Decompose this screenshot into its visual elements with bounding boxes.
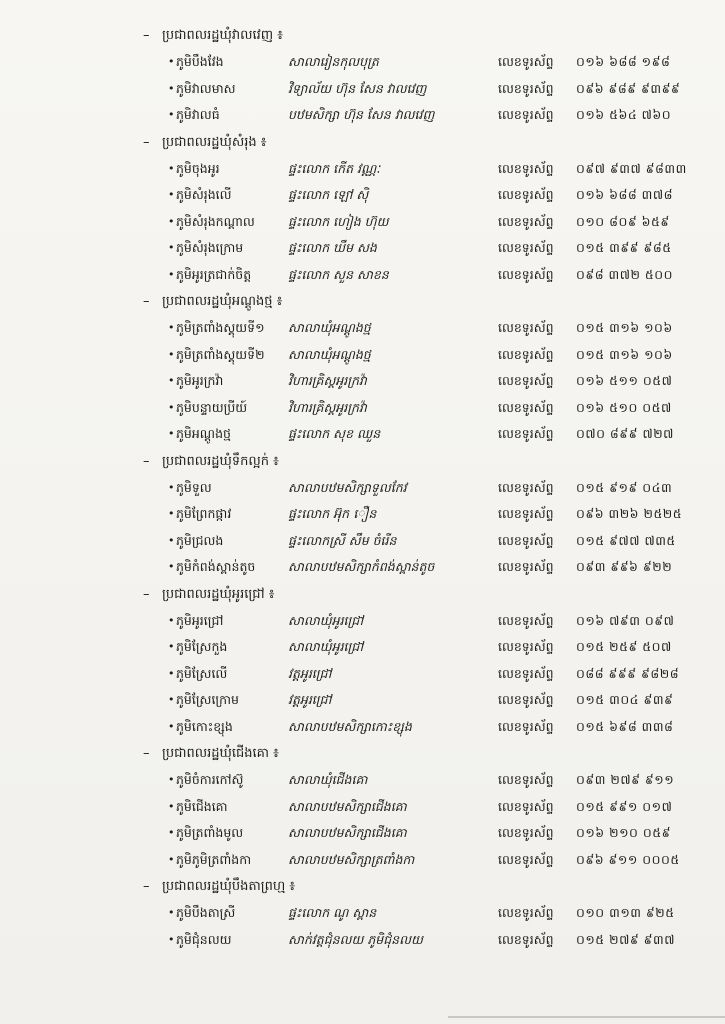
commune-section bbox=[0, 448, 725, 581]
phone-label: លេខទូរស័ព្ទ bbox=[498, 160, 554, 176]
village-row bbox=[0, 634, 725, 661]
shelter-location: ផ្ទះលោក សួន សាខន bbox=[288, 266, 389, 282]
phone-label: លេខទូរស័ព្ទ bbox=[498, 798, 554, 814]
bullet-dot: • bbox=[168, 347, 175, 361]
phone-label: លេខទូរស័ព្ទ bbox=[498, 399, 554, 415]
village-name: ភូមិចុងអូរ bbox=[176, 160, 220, 176]
phone-label: លេខទូរស័ព្ទ bbox=[498, 213, 554, 229]
shelter-location: វិហារគ្រិស្តអូរក្រវ៉ា bbox=[288, 399, 367, 415]
phone-label: លេខទូរស័ព្ទ bbox=[498, 320, 554, 335]
village-row bbox=[0, 156, 725, 183]
village-name: ភូមិត្រពាំងស្គុយទី១ bbox=[176, 320, 265, 335]
village-row bbox=[0, 554, 725, 581]
village-name: ភូមិស្រែក្រោម bbox=[176, 692, 239, 707]
phone-number: ០៩៨ ៣៧២ ៥០០ bbox=[576, 266, 673, 282]
shelter-location: វត្តអូរជ្រៅ bbox=[288, 692, 332, 707]
commune-section bbox=[0, 129, 725, 289]
village-row bbox=[0, 421, 725, 448]
shelter-location: សាលាបឋមសិក្សាទួលកែវ bbox=[288, 479, 407, 495]
shelter-location: សាលាឃុំជើងគោ bbox=[288, 772, 368, 787]
village-name: ភូមិស្រែលើ bbox=[176, 665, 228, 681]
phone-label: លេខទូរស័ព្ទ bbox=[498, 54, 554, 69]
bullet-dot: • bbox=[168, 400, 175, 414]
bullet-dot: • bbox=[168, 214, 175, 228]
shelter-location: សាលាបឋមសិក្សាជើងគោ bbox=[288, 798, 407, 814]
phone-number: ០១៥ ៩៩១ ០១៧ bbox=[576, 798, 673, 814]
phone-label: លេខទូរស័ព្ទ bbox=[498, 905, 554, 920]
village-name: ភូមិជ្រលង bbox=[176, 532, 224, 548]
phone-number: ០១៦ ២១០ ០៥៩ bbox=[576, 825, 671, 840]
village-name: ភូមិបឹងតាស្រី bbox=[176, 905, 236, 920]
bullet-dot: • bbox=[168, 81, 175, 95]
village-row bbox=[0, 927, 725, 954]
commune-section bbox=[0, 288, 725, 448]
phone-number: ០១៥ ៩៧៧ ៧៣៥ bbox=[576, 532, 676, 548]
commune-header bbox=[0, 288, 725, 315]
commune-section bbox=[0, 581, 725, 741]
shelter-location: សាលាបឋមសិក្សាត្រពាំងកា bbox=[288, 851, 415, 867]
phone-label: លេខទូរស័ព្ទ bbox=[498, 772, 554, 787]
phone-number: ០១៦ ៧៩៣ ០៩៧ bbox=[576, 612, 675, 628]
village-row bbox=[0, 820, 725, 847]
phone-number: ០១០ ៨០៩ ៦៥៩ bbox=[576, 213, 670, 229]
village-name: ភូមិវាលធំ bbox=[176, 107, 220, 122]
dash-bullet: – bbox=[143, 28, 150, 43]
bullet-dot: • bbox=[168, 666, 175, 680]
phone-number: ០៩៦ ៣២៦ ២៥២៥ bbox=[576, 506, 683, 521]
village-row bbox=[0, 368, 725, 395]
shelter-location: សាលារៀនកុលបុត្រ bbox=[288, 54, 379, 69]
bullet-dot: • bbox=[168, 533, 175, 547]
dash-bullet: – bbox=[143, 453, 150, 469]
village-row bbox=[0, 714, 725, 741]
phone-label: លេខទូរស័ព្ទ bbox=[498, 851, 554, 867]
phone-number: ០៩៦ ៩១១ ០០០៥ bbox=[576, 851, 680, 867]
shelter-location: បឋមសិក្សា ហ៊ុន សែន វាលវេញ bbox=[288, 107, 435, 122]
commune-section bbox=[0, 873, 725, 953]
dash-bullet: – bbox=[143, 879, 150, 894]
commune-title: ប្រជាពលរដ្ឋឃុំបឹងតាព្រហ្ម ៖ bbox=[162, 879, 296, 894]
village-row bbox=[0, 49, 725, 76]
bullet-dot: • bbox=[168, 188, 175, 201]
bullet-dot: • bbox=[168, 799, 175, 813]
shelter-location: វត្តអូរជ្រៅ bbox=[288, 665, 332, 681]
shelter-location: សាលាបឋមសិក្សាកោះខ្សុង bbox=[288, 718, 412, 734]
phone-number: ០១០ ៣១៣ ៩២៥ bbox=[576, 905, 675, 920]
village-name: ភូមិជើងគោ bbox=[176, 798, 228, 814]
shelter-location: សាលាឃុំអណ្តូងថ្ម bbox=[288, 320, 371, 335]
village-row bbox=[0, 182, 725, 209]
village-name: ភូមិត្រពាំងមូល bbox=[176, 825, 244, 840]
shelter-location: ផ្ទះលោកស្រី សឹម ចំរើន bbox=[288, 532, 397, 548]
village-name: ភូមិកោះខ្សុង bbox=[176, 718, 233, 734]
phone-number: ០១៥ ២៧៩ ៩៣៧ bbox=[576, 931, 675, 947]
shelter-location: សាលាបឋមសិក្សាជើងគោ bbox=[288, 825, 407, 840]
phone-number: ០១៥ ៦៩៨ ៣៣៨ bbox=[576, 718, 674, 734]
village-row bbox=[0, 501, 725, 528]
village-name: ភូមិបន្ទាយប្រីយ៍ bbox=[176, 399, 248, 415]
phone-number: ០១៦ ៥១១ ០៥៧ bbox=[576, 373, 673, 388]
village-name: ភូមិភូមិត្រពាំងកា bbox=[176, 851, 252, 867]
bullet-dot: • bbox=[168, 773, 175, 786]
village-name: ភូមិអូរត្រជាក់ចិត្ត bbox=[176, 266, 252, 282]
phone-number: ០១៦ ៦៨៨ ៣៧៨ bbox=[576, 187, 673, 202]
shelter-location: សាលាឃុំអូរជ្រៅ bbox=[288, 612, 364, 628]
phone-number: ០១៦ ៥៦៤ ៧៦០ bbox=[576, 107, 672, 122]
village-row bbox=[0, 794, 725, 821]
bullet-dot: • bbox=[168, 161, 175, 175]
dash-bullet: – bbox=[143, 294, 150, 309]
village-row bbox=[0, 235, 725, 262]
village-name: ភូមិត្រពាំងស្គុយទី២ bbox=[176, 346, 265, 362]
commune-header bbox=[0, 740, 725, 767]
phone-number: ០៩៦ ៩៨៩ ៩៣៩៩ bbox=[576, 80, 681, 96]
phone-label: លេខទូរស័ព្ទ bbox=[498, 479, 554, 495]
page-bottom-mark bbox=[448, 1016, 725, 1018]
village-name: ភូមិបឹងវែង bbox=[176, 54, 224, 69]
phone-label: លេខទូរស័ព្ទ bbox=[498, 718, 554, 734]
shelter-location: សាលាឃុំអូរជ្រៅ bbox=[288, 639, 364, 654]
phone-label: លេខទូរស័ព្ទ bbox=[498, 426, 554, 441]
commune-title: ប្រជាពលរដ្ឋឃុំអណ្តូងថ្ម ៖ bbox=[162, 294, 283, 309]
shelter-location: ផ្ទះលោក អ៊ុក ឿន bbox=[288, 506, 377, 521]
phone-label: លេខទូរស័ព្ទ bbox=[498, 532, 554, 548]
phone-label: លេខទូរស័ព្ទ bbox=[498, 559, 554, 574]
commune-section bbox=[0, 22, 725, 129]
village-name: ភូមិអូរក្រវ៉ា bbox=[176, 373, 224, 388]
village-name: ភូមិអូរជ្រៅ bbox=[176, 612, 224, 628]
dash-bullet: – bbox=[143, 134, 150, 150]
village-name: ភូមិស្រែកួង bbox=[176, 639, 228, 654]
phone-label: លេខទូរស័ព្ទ bbox=[498, 346, 554, 362]
village-row bbox=[0, 102, 725, 129]
phone-label: លេខទូរស័ព្ទ bbox=[498, 373, 554, 388]
shelter-location: វិហារគ្រិស្តអូរក្រវ៉ា bbox=[288, 373, 367, 388]
phone-number: ០១៦ ៦៨៨ ១៩៨ bbox=[576, 54, 671, 69]
bullet-dot: • bbox=[168, 108, 175, 121]
village-name: ភូមិវាលមាស bbox=[176, 80, 236, 96]
village-row bbox=[0, 687, 725, 714]
phone-label: លេខទូរស័ព្ទ bbox=[498, 80, 554, 96]
dash-bullet: – bbox=[143, 586, 150, 602]
commune-title: ប្រជាពលរដ្ឋឃុំអូរជ្រៅ ៖ bbox=[162, 586, 275, 602]
bullet-dot: • bbox=[168, 374, 175, 387]
phone-number: ០១៥ ៩១៩ ០៤៣ bbox=[576, 479, 673, 495]
phone-number: ០១៦ ៥១០ ០៥៧ bbox=[576, 399, 672, 415]
phone-number: ០១៥ ៣៩៩ ៩៨៥ bbox=[576, 240, 672, 255]
village-row bbox=[0, 315, 725, 342]
commune-header bbox=[0, 448, 725, 475]
shelter-location: សាក់វត្តជុំនលយ ភូមិជុំនលយ bbox=[288, 931, 423, 947]
village-row bbox=[0, 847, 725, 874]
commune-title: ប្រជាពលរដ្ឋឃុំវាលវេញ ៖ bbox=[162, 28, 283, 43]
bullet-dot: • bbox=[168, 560, 175, 573]
dash-bullet: – bbox=[143, 746, 150, 761]
shelter-location: ផ្ទះលោក កើត វណ្ណៈ bbox=[288, 160, 381, 176]
village-row bbox=[0, 262, 725, 289]
bullet-dot: • bbox=[168, 321, 175, 334]
commune-header bbox=[0, 22, 725, 49]
village-row bbox=[0, 900, 725, 927]
phone-label: លេខទូរស័ព្ទ bbox=[498, 506, 554, 521]
phone-number: ០៧០ ៨៩៩ ៧២៧ bbox=[576, 426, 674, 441]
village-name: ភូមិកំពង់ស្ពាន់តូច bbox=[176, 559, 256, 574]
shelter-location: ផ្ទះលោក ហៀង ហ៊ុយ bbox=[288, 213, 389, 229]
phone-number: ០៩៣ ២៧៩ ៩១១ bbox=[576, 772, 675, 787]
phone-label: លេខទូរស័ព្ទ bbox=[498, 692, 554, 707]
bullet-dot: • bbox=[168, 640, 175, 653]
village-row bbox=[0, 209, 725, 236]
shelter-location: សាលាបឋមសិក្សាកំពង់ស្ពាន់តូច bbox=[288, 559, 435, 574]
bullet-dot: • bbox=[168, 826, 175, 839]
phone-number: ០៩៣ ៩៩៦ ៩២២ bbox=[576, 559, 673, 574]
bullet-dot: • bbox=[168, 693, 175, 706]
shelter-location: សាលាឃុំអណ្តូងថ្ម bbox=[288, 346, 371, 362]
bullet-dot: • bbox=[168, 507, 175, 520]
phone-label: លេខទូរស័ព្ទ bbox=[498, 187, 554, 202]
phone-label: លេខទូរស័ព្ទ bbox=[498, 639, 554, 654]
bullet-dot: • bbox=[168, 55, 175, 68]
phone-label: លេខទូរស័ព្ទ bbox=[498, 931, 554, 947]
commune-title: ប្រជាពលរដ្ឋឃុំទឹកល្អក់ ៖ bbox=[162, 453, 279, 469]
village-name: ភូមិចំការកៅស៊ូ bbox=[176, 772, 244, 787]
village-row bbox=[0, 342, 725, 369]
village-row bbox=[0, 661, 725, 688]
village-name: ភូមិសំរុងក្រោម bbox=[176, 240, 244, 255]
bullet-dot: • bbox=[168, 932, 175, 946]
village-name: ភូមិជុំនលយ bbox=[176, 931, 232, 947]
village-row bbox=[0, 475, 725, 502]
phone-number: ០៩៧ ៩៣៧ ៩៨៣៣ bbox=[576, 160, 687, 176]
phone-number: ០១៥ ៣០៤ ៩៣៩ bbox=[576, 692, 674, 707]
shelter-location: ផ្ទះលោក ឡៅ ស៊ិ bbox=[288, 187, 369, 202]
phone-label: លេខទូរស័ព្ទ bbox=[498, 665, 554, 681]
commune-header bbox=[0, 581, 725, 608]
shelter-location: វិទ្យាល័យ ហ៊ុន សែន វាលវេញ bbox=[288, 80, 427, 96]
bullet-dot: • bbox=[168, 267, 175, 281]
phone-number: ០១៥ ៣១៦ ១០៦ bbox=[576, 320, 673, 335]
phone-label: លេខទូរស័ព្ទ bbox=[498, 107, 554, 122]
village-row bbox=[0, 528, 725, 555]
phone-label: លេខទូរស័ព្ទ bbox=[498, 266, 554, 282]
village-row bbox=[0, 608, 725, 635]
phone-number: ០១៥ ២៥៩ ៥០៧ bbox=[576, 639, 672, 654]
commune-header bbox=[0, 873, 725, 900]
village-row bbox=[0, 395, 725, 422]
phone-number: ០១៥ ៣១៦ ១០៦ bbox=[576, 346, 673, 362]
commune-title: ប្រជាពលរដ្ឋឃុំសំរុង ៖ bbox=[162, 134, 267, 150]
shelter-contact-list bbox=[0, 22, 725, 953]
phone-number: ០៨៨ ៩៩៩ ៩៨២៨ bbox=[576, 665, 680, 681]
village-row bbox=[0, 76, 725, 103]
village-name: ភូមិព្រែកផ្កាវ bbox=[176, 506, 232, 521]
shelter-location: ផ្ទះលោក សុខ ឈួន bbox=[288, 426, 381, 441]
village-name: ភូមិសំរុងកណ្តាល bbox=[176, 213, 255, 229]
phone-label: លេខទូរស័ព្ទ bbox=[498, 825, 554, 840]
phone-label: លេខទូរស័ព្ទ bbox=[498, 612, 554, 628]
phone-label: លេខទូរស័ព្ទ bbox=[498, 240, 554, 255]
shelter-location: ផ្ទះលោក ឃឹម សង bbox=[288, 240, 377, 255]
bullet-dot: • bbox=[168, 852, 175, 866]
village-name: ភូមិអណ្តូងថ្ម bbox=[176, 426, 231, 441]
commune-title: ប្រជាពលរដ្ឋឃុំជើងគោ ៖ bbox=[162, 746, 279, 761]
bullet-dot: • bbox=[168, 906, 175, 919]
bullet-dot: • bbox=[168, 480, 175, 494]
bullet-dot: • bbox=[168, 613, 175, 627]
bullet-dot: • bbox=[168, 719, 175, 733]
bullet-dot: • bbox=[168, 427, 175, 440]
village-name: ភូមិទួល bbox=[176, 479, 212, 495]
commune-header bbox=[0, 129, 725, 156]
shelter-location: ផ្ទះលោក ណូ ស្ពាន bbox=[288, 905, 377, 920]
commune-section bbox=[0, 740, 725, 873]
village-name: ភូមិសំរុងលើ bbox=[176, 187, 232, 202]
bullet-dot: • bbox=[168, 241, 175, 254]
village-row bbox=[0, 767, 725, 794]
